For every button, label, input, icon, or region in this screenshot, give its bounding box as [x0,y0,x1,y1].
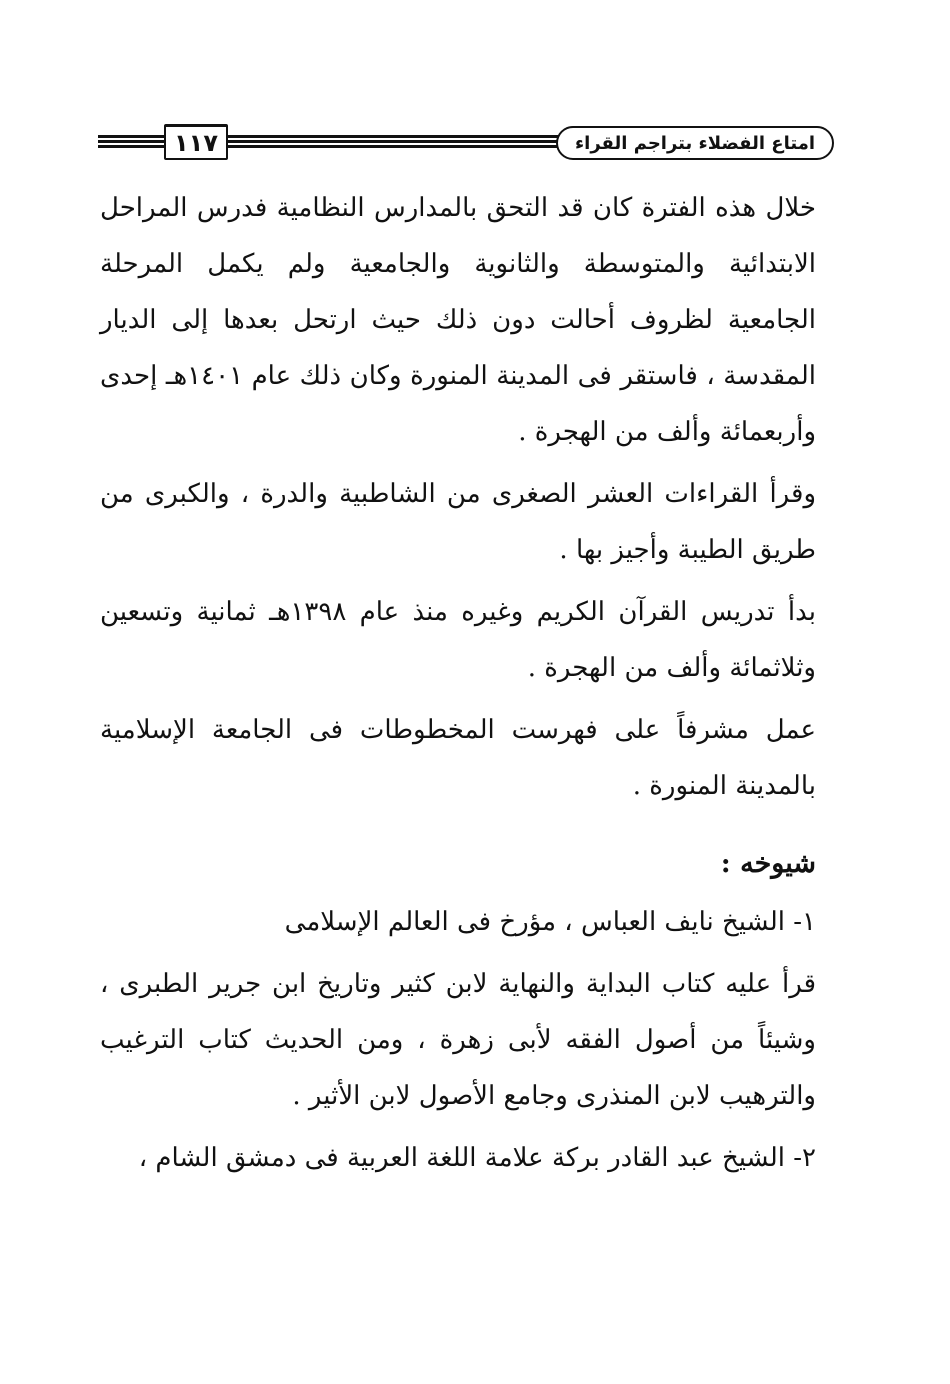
teacher-description: قرأ عليه كتاب البداية والنهاية لابن كثير وتاريخ ابن جرير الطبرى ، وشيئاً من أصول الفقه لأبى زهرة ، ومن الحديث كتاب الترغيب والترهيب لابن المنذرى وجامع الأصول لابن الأثير . [100,969,816,1111]
body-text-teachers [100,894,816,1186]
paragraph-teaching: بدأ تدريس القرآن الكريم وغيره منذ عام ١٣٩٨هـ ثمانية وتسعين وثلاثمائة وألف من الهجرة . [100,597,816,683]
paragraph-studies: خلال هذه الفترة كان قد التحق بالمدارس النظامية فدرس المراحل الابتدائية والمتوسطة والثانوية والجامعية ولم يكمل المرحلة الجامعية لظروف أحالت دون ذلك حيث ارتحل بعدها إلى الديار المقدسة ، فاستقر فى المدينة المنورة وكان ذلك عام ١٤٠١هـ إحدى وأربعمائة وألف من الهجرة . [100,193,816,447]
teacher-item: ٢- الشيخ عبد القادر بركة علامة اللغة العربية فى دمشق الشام ، [138,1143,816,1173]
page-number: ١١٧ [164,124,228,160]
paragraph-readings: وقرأ القراءات العشر الصغرى من الشاطبية والدرة ، والكبرى من طريق الطيبة وأجيز بها . [100,479,816,565]
book-title: امتاع الفضلاء بتراجم القراء [556,126,834,160]
body-text-top [100,180,816,814]
teacher-item: ١- الشيخ نايف العباس ، مؤرخ فى العالم الإسلامى [284,907,816,937]
paragraph-manuscripts: عمل مشرفاً على فهرست المخطوطات فى الجامعة الإسلامية بالمدينة المنورة . [100,715,816,801]
section-heading: شيوخه : [720,848,816,879]
running-header [98,124,834,168]
